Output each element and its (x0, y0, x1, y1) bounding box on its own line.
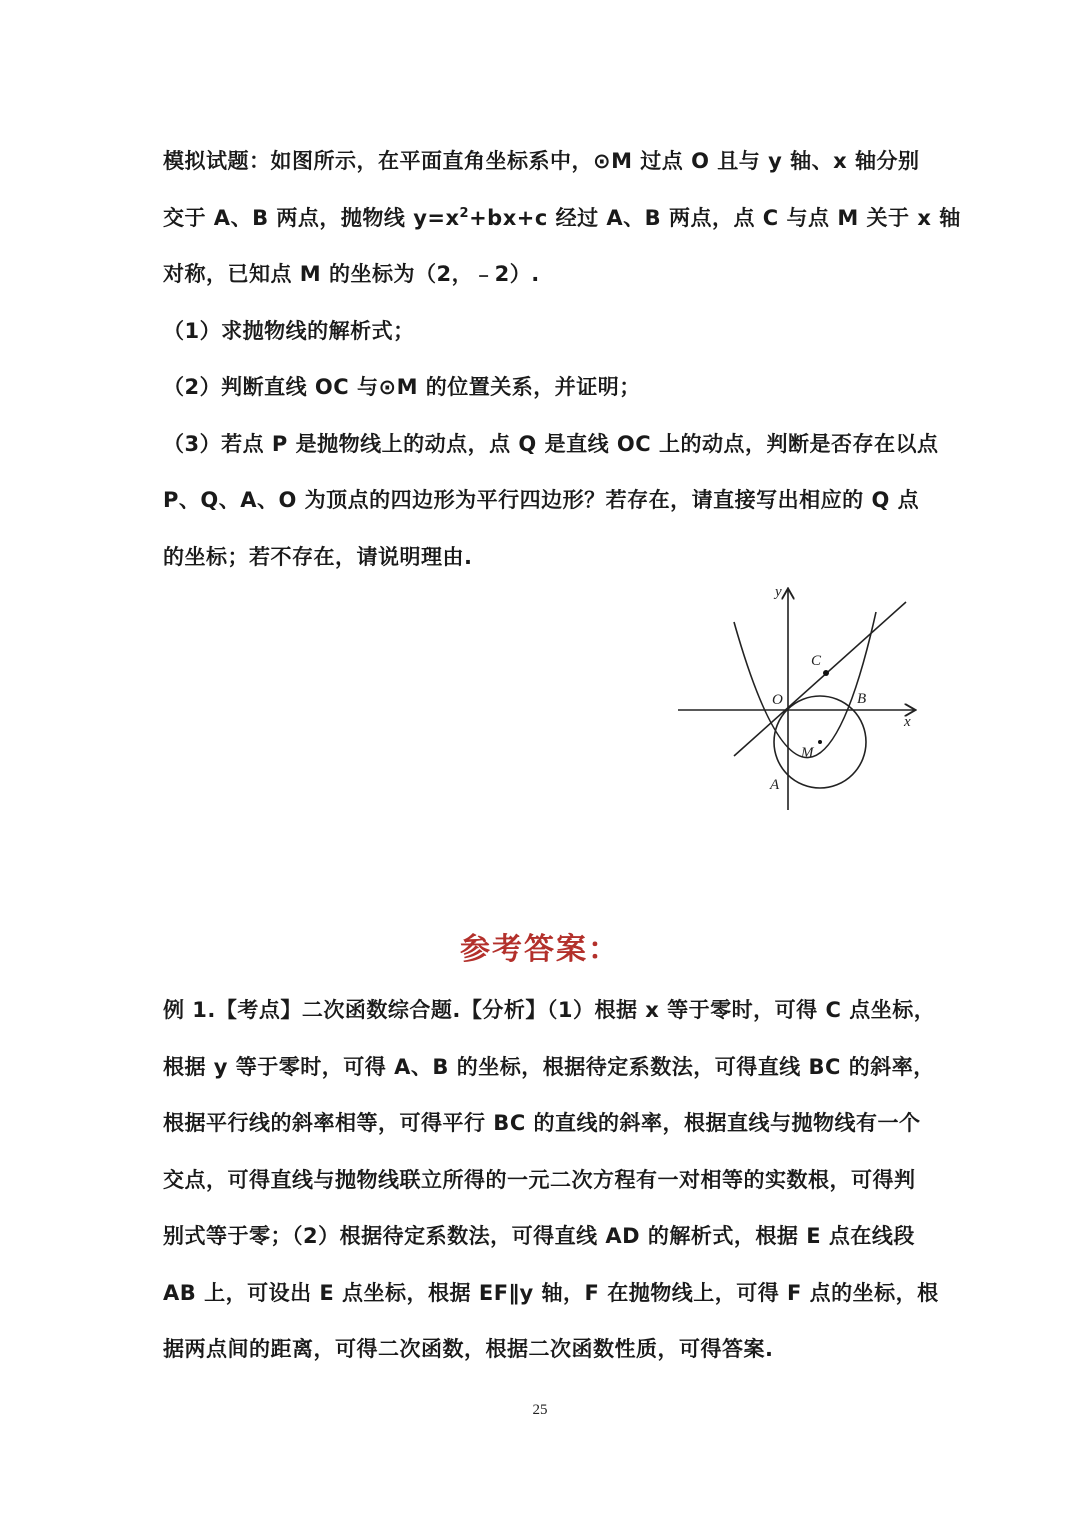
answer-line-5: 别式等于零；（2）根据待定系数法，可得直线 AD 的解析式，根据 E 点在线段 (163, 1224, 915, 1248)
page-number: 25 (532, 1402, 548, 1418)
problem-line-3: 对称，已知点 M 的坐标为（2，﹣2）. (163, 262, 540, 286)
answer-line-6: AB 上，可设出 E 点坐标，根据 EF∥y 轴，F 在抛物线上，可得 F 点的坐标，根 (163, 1280, 939, 1305)
answer-line-7: 据两点间的距离，可得二次函数，根据二次函数性质，可得答案. (163, 1337, 774, 1361)
problem-part-2: （2）判断直线 OC 与⊙M 的位置关系，并证明； (163, 375, 641, 399)
answer-line-2: 根据 y 等于零时，可得 A、B 的坐标，根据待定系数法，可得直线 BC 的斜率， (163, 1054, 935, 1079)
label-y: y (775, 584, 782, 600)
problem-line-2-end: +bx+c 经过 A、B 两点，点 C 与点 M 关于 x 轴 (469, 205, 961, 230)
problem-line-1: 模拟试题：如图所示，在平面直角坐标系中，⊙M 过点 O 且与 y 轴、x 轴分别 (163, 149, 920, 173)
parabola (734, 612, 876, 758)
label-m: M (801, 745, 814, 761)
label-c: C (811, 653, 822, 669)
problem-part-3-line-3: 的坐标；若不存在，请说明理由. (163, 544, 473, 569)
problem-line-2 (163, 190, 961, 247)
label-a: A (770, 777, 780, 793)
problem-part-3-line-2: P、Q、A、O 为顶点的四边形为平行四边形？若存在，请直接写出相应的 Q 点 (163, 488, 920, 512)
answer-text (163, 982, 939, 1378)
point-m (818, 740, 822, 744)
point-c (823, 670, 829, 676)
label-b: B (857, 691, 867, 707)
problem-part-3-line-1: （3）若点 P 是抛物线上的动点，点 Q 是直线 OC 上的动点，判断是否存在以点 (163, 431, 939, 456)
label-x: x (904, 714, 911, 730)
answer-line-3: 根据平行线的斜率相等，可得平行 BC 的直线的斜率，根据直线与抛物线有一个 (163, 1111, 921, 1135)
answer-line-1: 例 1.【考点】二次函数综合题.【分析】（1）根据 x 等于零时，可得 C 点坐标， (163, 998, 936, 1022)
problem-text (163, 133, 961, 585)
problem-line-2-start: 交于 A、B 两点，抛物线 y=x (163, 205, 460, 230)
geometry-figure (672, 578, 922, 814)
line-oc (734, 602, 906, 756)
label-o: O (772, 692, 783, 708)
answer-heading: 参考答案： (460, 932, 620, 967)
exponent: 2 (459, 205, 470, 221)
problem-part-1: （1）求抛物线的解析式； (163, 318, 415, 343)
answer-line-4: 交点，可得直线与抛物线联立所得的一元二次方程有一对相等的实数根，可得判 (163, 1167, 916, 1192)
